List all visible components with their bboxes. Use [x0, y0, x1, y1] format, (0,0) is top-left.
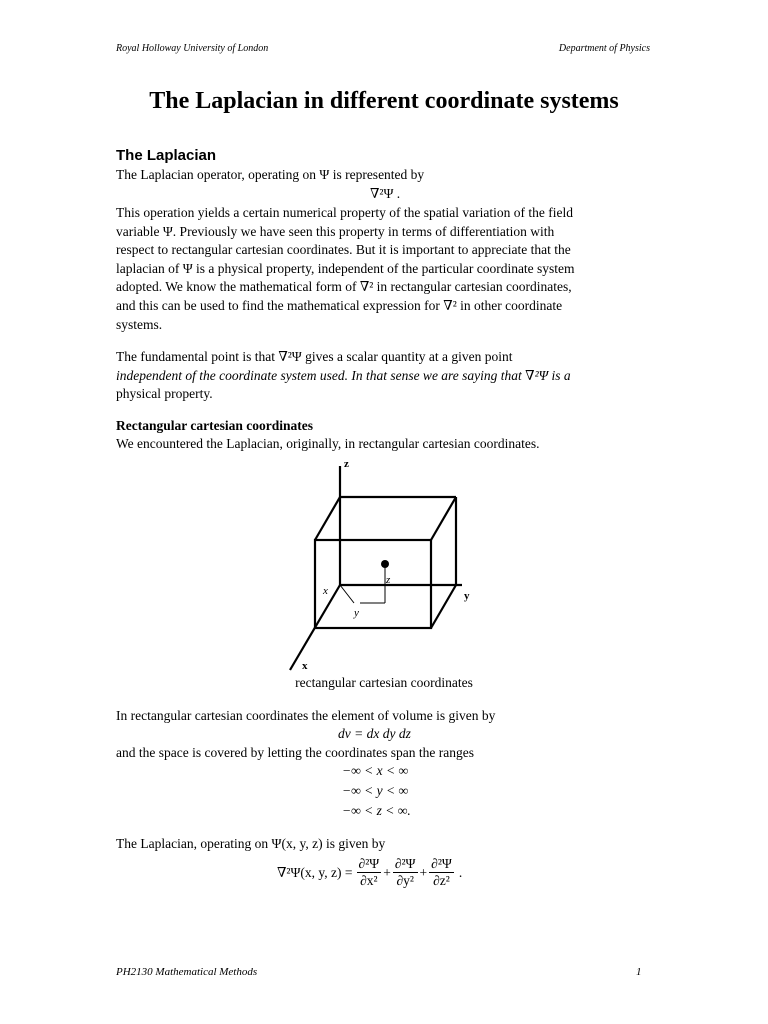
fraction-y	[393, 856, 418, 889]
paragraph-2-line: physical property.	[116, 386, 213, 402]
paragraph-1-line: respect to rectangular cartesian coordinates. But it is important to appreciate that the	[116, 242, 571, 258]
fraction-x-denominator: ∂x²	[360, 873, 378, 888]
fraction-y-denominator: ∂y²	[396, 873, 414, 888]
equation-period: .	[458, 864, 463, 880]
paragraph-1-line: laplacian of Ψ is a physical property, independent of the particular coordinate system	[116, 260, 575, 276]
component-x-label: x	[323, 585, 328, 597]
laplacian-equation	[277, 856, 462, 889]
laplacian-intro: The Laplacian, operating on Ψ(x, y, z) is given by	[116, 836, 386, 851]
cartesian-coordinates-figure	[270, 452, 500, 677]
volume-equation: dv = dx dy dz	[338, 726, 411, 741]
fraction-z-numerator: ∂²Ψ	[431, 856, 452, 871]
x-component-line	[340, 585, 354, 603]
fraction-x-numerator: ∂²Ψ	[358, 856, 380, 871]
header-institution: Royal Holloway University of London	[116, 43, 269, 54]
box-edge	[431, 585, 456, 628]
point-marker	[381, 560, 389, 568]
paragraph-2-line: The fundamental point is that ∇²Ψ gives a scalar quantity at a given point	[116, 349, 513, 364]
range-z: −∞ < z < ∞.	[342, 803, 411, 818]
paragraph-1-line: and this can be used to find the mathematical expression for ∇² in other coordinate	[116, 297, 563, 313]
paragraph-1	[116, 204, 656, 334]
axis-y-label: y	[464, 590, 470, 602]
intro-text: The Laplacian operator, operating on Ψ is represented by	[116, 167, 425, 182]
plus-sign: +	[419, 864, 428, 880]
axis-z-label: z	[344, 458, 349, 470]
paragraph-2	[116, 348, 656, 404]
box-edge	[315, 497, 340, 540]
operator-expression: ∇²Ψ .	[370, 186, 401, 201]
header-department: Department of Physics	[558, 43, 650, 54]
fraction-y-numerator: ∂²Ψ	[394, 856, 416, 871]
axis-x-label: x	[302, 660, 308, 672]
fraction-z	[429, 856, 454, 889]
range-x: −∞ < x < ∞	[342, 763, 409, 778]
component-z-label: z	[386, 574, 391, 586]
cartesian-intro: We encountered the Laplacian, originally, in rectangular cartesian coordinates.	[116, 436, 540, 451]
page-number: 1	[636, 966, 642, 978]
box-edge	[431, 497, 456, 540]
page-title: The Laplacian in different coordinate systems	[149, 88, 619, 114]
paragraph-1-line: adopted. We know the mathematical form of ∇² in rectangular cartesian coordinates,	[116, 279, 572, 295]
footer-course: PH2130 Mathematical Methods	[116, 966, 258, 978]
paragraph-1-line: variable Ψ. Previously we have seen this property in terms of differentiation with	[116, 223, 555, 239]
volume-intro: In rectangular cartesian coordinates the element of volume is given by	[116, 708, 496, 723]
range-y: −∞ < y < ∞	[342, 783, 409, 798]
paragraph-1-line: systems.	[116, 316, 163, 332]
laplacian-lhs: ∇²Ψ(x, y, z) =	[277, 864, 353, 880]
paragraph-2-line: independent of the coordinate system used. In that sense we are saying that ∇²Ψ is a	[116, 367, 571, 383]
fraction-z-denominator: ∂z²	[433, 873, 450, 888]
figure-caption: rectangular cartesian coordinates	[295, 675, 473, 690]
paragraph-1-line: This operation yields a certain numerical property of the spatial variation of the field	[116, 205, 573, 220]
section-heading-laplacian: The Laplacian	[116, 147, 217, 164]
section-heading-cartesian: Rectangular cartesian coordinates	[116, 418, 313, 433]
plus-sign: +	[383, 864, 391, 880]
fraction-x	[357, 856, 382, 889]
component-y-label: y	[354, 607, 359, 619]
ranges-intro: and the space is covered by letting the coordinates span the ranges	[116, 745, 475, 760]
